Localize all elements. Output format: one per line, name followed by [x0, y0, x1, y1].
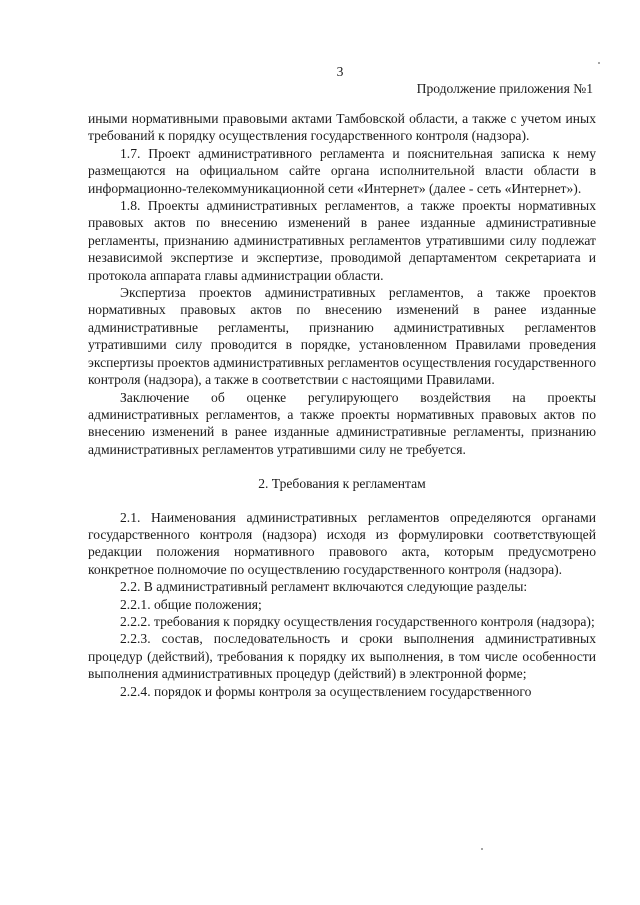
paragraph-1-7: 1.7. Проект административного регламента и пояснительная записка к нему размещаются на официальном сайте органа исполнительной власти области в информационно-телекоммуникационной сети «Интернет» (далее - сеть «Интернет»).: [88, 145, 596, 196]
paragraph-conclusion: Заключение об оценке регулирующего воздействия на проекты административных регламентов, а также проекты нормативных правовых актов по внесению изменений в ранее изданные административные регламенты, признанию административных регламентов утратившими силу не требуется.: [88, 389, 596, 457]
paragraph-2-2-4: 2.2.4. порядок и формы контроля за осуществлением государственного: [120, 683, 532, 699]
paragraph-2-1: 2.1. Наименования административных регламентов определяются органами государственного контроля (надзора) исходя из формулировки соответствующей редакции положения нормативного правового акта, которым предусмотрено конкретное полномочие по осуществлению государственного контроля (надзора).: [88, 509, 596, 577]
paragraph: иными нормативными правовыми актами Тамбовской области, а также с учетом иных требований к порядку осуществления государственного контроля (надзора).: [88, 111, 596, 144]
paragraph-1-8: 1.8. Проекты административных регламентов, а также проекты нормативных правовых актов по внесению изменений в ранее изданные административные регламенты, признанию административных регламентов утратившими силу подлежат независимой экспертизе и экспертизе, проводимой департаментом секретариата и протокола аппарата главы администрации области.: [88, 198, 596, 283]
appendix-label: Продолжение приложения №1: [416, 81, 593, 96]
scan-speck: [481, 848, 483, 850]
section-title: 2. Требования к регламентам: [258, 476, 426, 492]
paragraph-2-2: 2.2. В административный регламент включаются следующие разделы:: [120, 579, 528, 595]
page-number: 3: [336, 64, 344, 79]
paragraph-2-2-1: 2.2.1. общие положения;: [120, 596, 262, 612]
document-body: [88, 110, 596, 700]
scan-speck: [598, 62, 600, 64]
paragraph-2-2-2: 2.2.2. требования к порядку осуществления государственного контроля (надзора);: [120, 613, 595, 629]
paragraph-expertise: Экспертиза проектов административных регламентов, а также проектов нормативных правовых актов по внесению изменений в ранее изданные административные регламенты, признанию административных регламентов утратившими силу проводится в порядке, установленном Правилами проведения экспертизы проектов административных регламентов осуществления государственного контроля (надзора), а также в соответствии с настоящими Правилами.: [88, 285, 596, 388]
paragraph-2-2-3: 2.2.3. состав, последовательность и сроки выполнения административных процедур (действий), требования к порядку их выполнения, в том числе особенности выполнения административных процедур (действий) в электронной форме;: [88, 631, 596, 682]
